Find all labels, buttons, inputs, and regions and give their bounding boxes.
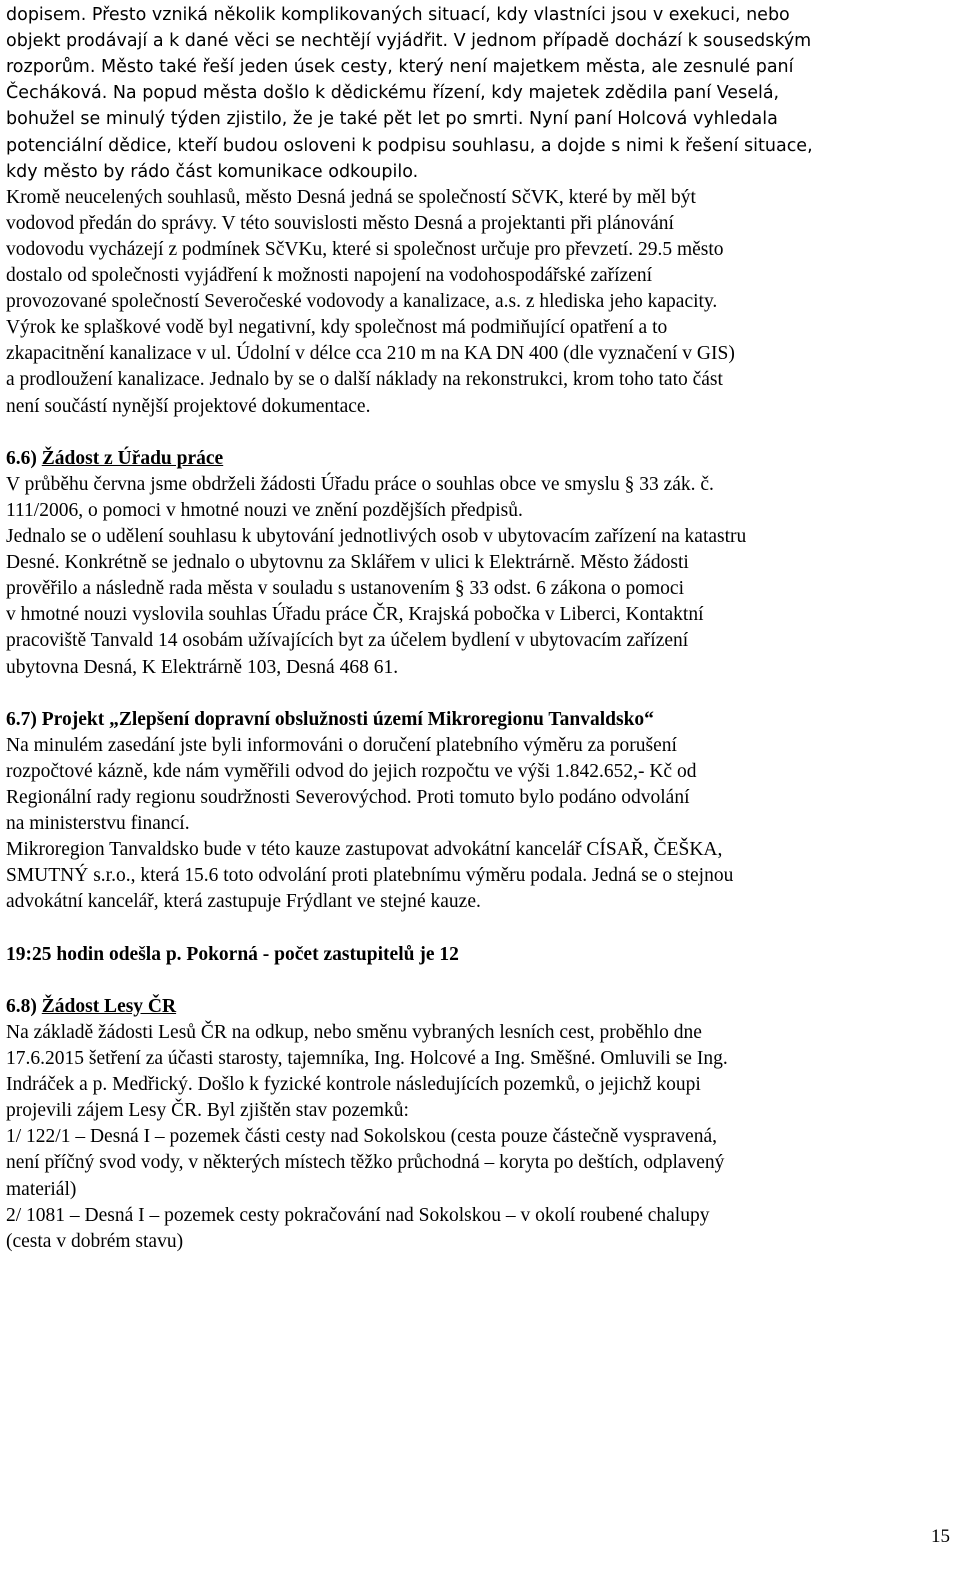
text-line (6, 2, 790, 28)
text-line (6, 733, 677, 759)
text-line (6, 1150, 724, 1176)
text-segment: SMUTNÝ s.r.o., která 15.6 toto odvolání proti platebnímu výměru podala. Jedná se o stejnou (6, 865, 734, 887)
text-segment: Čecháková. Na popud města došlo k dědickému řízení, kdy majetek zdědila paní Veselá, (6, 83, 780, 104)
text-line (6, 498, 523, 524)
text-segment: potenciální dědice, kteří budou osloveni k podpisu souhlasu, a dojde s nimi k řešení situace, (6, 135, 813, 156)
text-line (6, 159, 418, 185)
text-line (6, 28, 811, 54)
text-segment: vodovod předán do správy. V této souvislosti město Desná a projektanti při plánování (6, 212, 674, 234)
text-line (6, 237, 724, 263)
page-number: 15 (931, 1526, 950, 1547)
text-segment: objekt prodávají a k dané věci se nechtějí vyjádřit. V jednom případě dochází k sousedským (6, 31, 812, 52)
text-line (6, 785, 690, 811)
text-segment: Výrok ke splaškové vodě byl negativní, kdy společnost má podmiňující opatření a to (6, 317, 668, 339)
text-segment: a prodloužení kanalizace. Jednalo by se o další náklady na rekonstrukci, krom toho tato část (6, 369, 723, 391)
text-line (6, 1020, 702, 1046)
text-segment: bohužel se minulý týden zjistilo, že je také pět let po smrti. Nyní paní Holcová vyhledala (6, 109, 778, 130)
text-line (6, 1046, 728, 1072)
text-line (6, 133, 813, 159)
text-segment: 6.7) Projekt „Zlepšení dopravní obslužnosti území Mikroregionu Tanvaldsko“ (6, 708, 654, 730)
text-line (6, 837, 722, 863)
text-line (6, 524, 746, 550)
text-line (6, 942, 459, 968)
text-line (6, 655, 398, 681)
text-line (6, 394, 370, 420)
text-segment: ubytovna Desná, K Elektrárně 103, Desná 468 61. (6, 656, 399, 678)
text-line (6, 472, 714, 498)
text-line (6, 707, 654, 733)
text-segment: Mikroregion Tanvaldsko bude v této kauze zastupovat advokátní kancelář CÍSAŘ, ČEŠKA, (6, 839, 723, 861)
text-segment: není součástí nynější projektové dokumentace. (6, 395, 371, 417)
text-segment: Kromě neucelených souhlasů, město Desná jedná se společností SčVK, které by měl být (6, 186, 696, 208)
text-line (6, 1098, 409, 1124)
text-line (6, 341, 735, 367)
text-segment: Desné. Konkrétně se jednalo o ubytovnu za Sklářem v ulici k Elektrárně. Město žádosti (6, 552, 689, 574)
text-segment: v hmotné nouzi vyslovila souhlas Úřadu práce ČR, Krajská pobočka v Liberci, Kontaktní (6, 604, 704, 626)
text-segment: advokátní kancelář, která zastupuje Frýdlant ve stejné kauze. (6, 891, 481, 913)
text-segment: Regionální rady regionu soudržnosti Severovýchod. Proti tomuto bylo podáno odvolání (6, 787, 690, 808)
text-segment: 6.8) (6, 995, 42, 1017)
text-line (6, 1203, 709, 1229)
text-segment: dostalo od společnosti vyjádření k možnosti napojení na vodohospodářské zařízení (6, 265, 653, 286)
text-segment: Žádost z Úřadu práce (41, 447, 224, 469)
text-segment: 19:25 hodin odešla p. Pokorná - počet zastupitelů je 12 (6, 943, 459, 965)
text-line (6, 211, 674, 237)
text-segment: Jednalo se o udělení souhlasu k ubytování jednotlivých osob v ubytovacím zařízení na katastru (6, 526, 747, 547)
text-line (6, 602, 704, 628)
text-line (6, 80, 779, 106)
text-segment: pracoviště Tanvald 14 osobám užívajících byt za účelem bydlení v ubytovacím zařízení (6, 630, 689, 652)
text-segment: není příčný svod vody, v některých místech těžko průchodná – koryta po deštích, odplavený (6, 1152, 725, 1174)
text-segment: 1/ 122/1 – Desná I – pozemek části cesty nad Sokolskou (cesta pouze částečně vyspravená, (6, 1126, 717, 1148)
text-line (6, 1229, 183, 1255)
text-line (6, 576, 684, 602)
text-line (6, 106, 778, 132)
text-segment: na ministerstvu financí. (6, 813, 190, 835)
text-segment: rozporům. Město také řeší jeden úsek cesty, který není majetkem města, ale zesnulé paní (6, 57, 794, 78)
text-segment: prověřilo a následně rada města v souladu s ustanovením § 33 odst. 6 zákona o pomoci (6, 578, 685, 600)
text-line (6, 550, 689, 576)
text-line (6, 863, 733, 889)
text-segment: rozpočtové kázně, kde nám vyměřili odvod do jejich rozpočtu ve výši 1.842.652,- Kč od (6, 760, 697, 782)
text-segment: materiál) (6, 1178, 77, 1200)
text-segment: V průběhu června jsme obdrželi žádosti Úřadu práce o souhlas obce ve smyslu § 33 zák. č. (6, 473, 714, 495)
text-line (6, 289, 717, 315)
text-line (6, 994, 176, 1020)
text-line (6, 759, 696, 785)
text-line (6, 367, 723, 393)
text-line (6, 263, 652, 289)
text-segment: dopisem. Přesto vzniká několik komplikovaných situací, kdy vlastníci jsou v exekuci, nebo (6, 5, 790, 25)
text-segment: Indráček a p. Medřický. Došlo k fyzické kontrole následujících pozemků, o jejichž koupi (6, 1074, 701, 1096)
text-segment: 6.6) (6, 447, 42, 469)
text-line (6, 185, 696, 211)
text-line (6, 628, 688, 654)
text-segment: 2/ 1081 – Desná I – pozemek cesty pokračování nad Sokolskou – v okolí roubené chalupy (6, 1204, 710, 1226)
text-line (6, 54, 794, 80)
text-line (6, 446, 223, 472)
text-segment: projevili zájem Lesy ČR. Byl zjištěn stav pozemků: (6, 1100, 409, 1122)
text-segment: (cesta v dobrém stavu) (6, 1230, 184, 1252)
text-segment: zkapacitnění kanalizace v ul. Údolní v délce cca 210 m na KA DN 400 (dle vyznačení v GIS) (6, 343, 735, 365)
text-segment: 17.6.2015 šetření za účasti starosty, tajemníka, Ing. Holcové a Ing. Směšné. Omluvili se Ing. (6, 1048, 728, 1069)
text-line (6, 811, 190, 837)
text-segment: kdy město by rádo část komunikace odkoupilo. (6, 161, 419, 182)
text-segment: 111/2006, o pomoci v hmotné nouzi ve znění pozdějších předpisů. (6, 499, 523, 521)
text-segment: Na základě žádosti Lesů ČR na odkup, nebo směnu vybraných lesních cest, proběhlo dne (6, 1021, 702, 1043)
text-line (6, 315, 667, 341)
text-segment: Žádost Lesy ČR (41, 995, 177, 1017)
text-line (6, 1177, 76, 1203)
text-line (6, 1072, 701, 1098)
text-line (6, 889, 481, 915)
text-segment: provozované společností Severočeské vodovody a kanalizace, a.s. z hlediska jeho kapacity. (6, 291, 718, 313)
text-segment: vodovodu vycházejí z podmínek SčVKu, které si společnost určuje pro převzetí. 29.5 město (6, 238, 724, 260)
text-line (6, 1124, 717, 1150)
text-segment: Na minulém zasedání jste byli informováni o doručení platebního výměru za porušení (6, 734, 677, 756)
